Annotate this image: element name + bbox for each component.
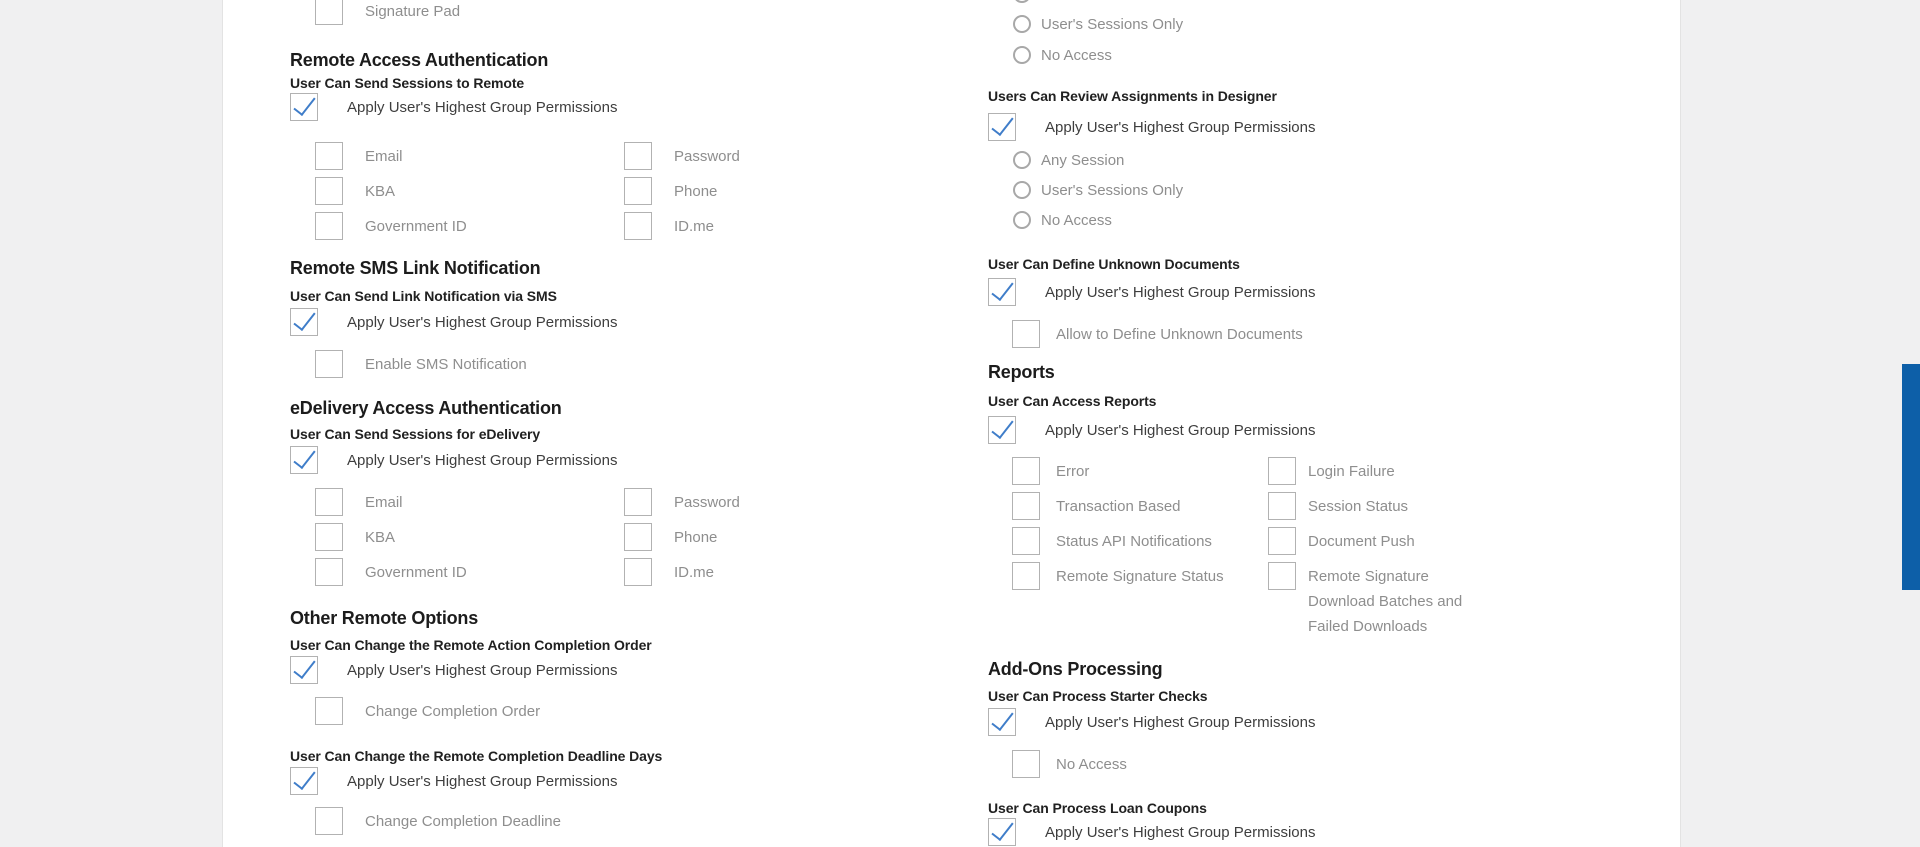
apply-permissions-label: Apply User's Highest Group Permissions [347, 451, 618, 469]
checkbox-remote-phone[interactable] [624, 177, 652, 205]
section-subtitle: User Can Send Link Notification via SMS [290, 288, 557, 304]
apply-permissions-row [988, 416, 1315, 444]
checkbox-login-failure-report[interactable] [1268, 457, 1296, 485]
option-row [1012, 457, 1089, 485]
option-row [624, 142, 740, 170]
option-label: Phone [674, 528, 718, 546]
section-subtitle: Users Can Review Assignments in Designer [988, 88, 1277, 104]
checkbox-remote-government-id[interactable] [315, 212, 343, 240]
section-title-other-remote: Other Remote Options [290, 608, 479, 628]
radio-any-session[interactable] [1013, 151, 1031, 169]
option-label: Email [365, 493, 403, 511]
option-row [624, 212, 714, 240]
apply-permissions-label: Apply User's Highest Group Permissions [347, 772, 618, 790]
option-label: Error [1056, 462, 1090, 480]
option-row [1012, 750, 1127, 778]
checkbox-remote-signature-status-report[interactable] [1012, 562, 1040, 590]
checkbox-remote-password[interactable] [624, 142, 652, 170]
apply-permissions-checkbox[interactable] [290, 656, 318, 684]
checkbox-enable-sms-notification[interactable] [315, 350, 343, 378]
apply-permissions-label: Apply User's Highest Group Permissions [1045, 421, 1316, 439]
checkbox-document-push-report[interactable] [1268, 527, 1296, 555]
apply-permissions-row [988, 708, 1315, 736]
section-subtitle: User Can Change the Remote Completion Deadline Days [290, 748, 663, 764]
section-subtitle: User Can Send Sessions to Remote [290, 75, 525, 91]
checkbox-remote-idme[interactable] [624, 212, 652, 240]
option-label: Allow to Define Unknown Documents [1056, 325, 1303, 343]
option-label: Change Completion Deadline [365, 812, 561, 830]
option-row [315, 697, 540, 725]
option-label: Government ID [365, 563, 467, 581]
option-label: KBA [365, 182, 396, 200]
option-row [1268, 492, 1408, 520]
option-row [1012, 320, 1303, 348]
option-row [1012, 527, 1212, 555]
apply-permissions-checkbox[interactable] [988, 113, 1016, 141]
radio-row [1013, 15, 1183, 33]
option-row [1012, 492, 1181, 520]
checkbox-starter-checks-no-access[interactable] [1012, 750, 1040, 778]
option-row [624, 177, 717, 205]
section-subtitle: User Can Change the Remote Action Completion Order [290, 637, 652, 653]
option-row [315, 488, 403, 516]
checkbox-edelivery-kba[interactable] [315, 523, 343, 551]
apply-permissions-row [290, 93, 617, 121]
option-label: Transaction Based [1056, 497, 1181, 515]
option-label: Password [674, 493, 740, 511]
option-row [315, 350, 527, 378]
apply-permissions-checkbox[interactable] [290, 446, 318, 474]
apply-permissions-checkbox[interactable] [290, 308, 318, 336]
section-title-remote-access: Remote Access Authentication [290, 50, 549, 70]
apply-permissions-row [290, 446, 617, 474]
apply-permissions-checkbox[interactable] [988, 708, 1016, 736]
option-label: ID.me [674, 563, 715, 581]
section-subtitle: User Can Process Starter Checks [988, 688, 1208, 704]
radio-users-sessions-only-designer[interactable] [1013, 181, 1031, 199]
checkbox-session-status-report[interactable] [1268, 492, 1296, 520]
checkbox-edelivery-government-id[interactable] [315, 558, 343, 586]
option-label: No Access [1056, 755, 1127, 773]
option-row [624, 523, 717, 551]
checkbox-edelivery-email[interactable] [315, 488, 343, 516]
checkbox-change-completion-deadline[interactable] [315, 807, 343, 835]
option-label: Status API Notifications [1056, 532, 1212, 550]
section-subtitle: User Can Define Unknown Documents [988, 256, 1240, 272]
checkbox-edelivery-idme[interactable] [624, 558, 652, 586]
apply-permissions-label: Apply User's Highest Group Permissions [1045, 283, 1316, 301]
option-row [1012, 562, 1224, 590]
option-label: Email [365, 147, 403, 165]
option-label: Enable SMS Notification [365, 355, 527, 373]
option-label: Password [674, 147, 740, 165]
option-row [315, 177, 395, 205]
section-subtitle: User Can Process Loan Coupons [988, 800, 1207, 816]
radio-row [1013, 211, 1112, 229]
apply-permissions-label: Apply User's Highest Group Permissions [347, 98, 618, 116]
option-row [1268, 562, 1498, 639]
checkbox-remote-signature-download-report[interactable] [1268, 562, 1296, 590]
option-row [624, 488, 740, 516]
option-row [315, 212, 467, 240]
apply-permissions-row [290, 656, 617, 684]
apply-permissions-checkbox[interactable] [988, 416, 1016, 444]
radio-no-access[interactable] [1013, 46, 1031, 64]
option-row [315, 523, 395, 551]
checkbox-remote-kba[interactable] [315, 177, 343, 205]
option-label: Login Failure [1308, 462, 1395, 480]
scrollbar-thumb[interactable] [1902, 364, 1920, 590]
option-row [315, 807, 561, 835]
option-label: Change Completion Order [365, 702, 541, 720]
checkbox-signature-pad[interactable] [315, 0, 343, 25]
option-label: Session Status [1308, 497, 1409, 515]
section-title-addons: Add-Ons Processing [988, 659, 1163, 679]
option-row [315, 0, 460, 25]
radio-row-partial [1013, 0, 1031, 3]
apply-permissions-label: Apply User's Highest Group Permissions [1045, 713, 1316, 731]
right-column [988, 0, 1678, 847]
section-subtitle: User Can Send Sessions for eDelivery [290, 426, 541, 442]
option-row [624, 558, 714, 586]
apply-permissions-checkbox[interactable] [988, 818, 1016, 846]
apply-permissions-label: Apply User's Highest Group Permissions [1045, 118, 1316, 136]
apply-permissions-row [988, 278, 1315, 306]
option-row [315, 558, 467, 586]
apply-permissions-row [988, 818, 1315, 846]
apply-permissions-checkbox[interactable] [290, 767, 318, 795]
section-title-edelivery: eDelivery Access Authentication [290, 398, 562, 418]
apply-permissions-row [988, 113, 1315, 141]
option-label: ID.me [674, 217, 715, 235]
checkbox-remote-email[interactable] [315, 142, 343, 170]
section-title-reports: Reports [988, 362, 1055, 382]
radio-label: No Access [1041, 46, 1112, 64]
radio-row [1013, 181, 1183, 199]
option-row [1268, 457, 1395, 485]
option-row [315, 142, 403, 170]
section-subtitle: User Can Access Reports [988, 393, 1157, 409]
checkbox-edelivery-phone[interactable] [624, 523, 652, 551]
option-label: Phone [674, 182, 718, 200]
option-label: KBA [365, 528, 396, 546]
radio-row [1013, 46, 1112, 64]
apply-permissions-label: Apply User's Highest Group Permissions [347, 661, 618, 679]
checkbox-transaction-based-report[interactable] [1012, 492, 1040, 520]
option-label: Remote Signature Download Batches and Failed Downloads [1308, 568, 1463, 635]
option-label: Document Push [1308, 532, 1415, 550]
apply-permissions-checkbox[interactable] [290, 93, 318, 121]
radio-users-sessions-only[interactable] [1013, 15, 1031, 33]
checkbox-status-api-notifications-report[interactable] [1012, 527, 1040, 555]
option-row [1268, 527, 1415, 555]
checkbox-change-completion-order[interactable] [315, 697, 343, 725]
apply-permissions-label: Apply User's Highest Group Permissions [1045, 823, 1316, 841]
apply-permissions-checkbox[interactable] [988, 278, 1016, 306]
left-column [290, 0, 990, 847]
radio-label: User's Sessions Only [1041, 15, 1184, 33]
checkbox-edelivery-password[interactable] [624, 488, 652, 516]
radio-label: User's Sessions Only [1041, 181, 1184, 199]
section-title-remote-sms: Remote SMS Link Notification [290, 258, 541, 278]
radio-partial[interactable] [1013, 0, 1031, 3]
apply-permissions-row [290, 308, 617, 336]
checkbox-allow-define-unknown-documents[interactable] [1012, 320, 1040, 348]
radio-row [1013, 151, 1124, 169]
apply-permissions-label: Apply User's Highest Group Permissions [347, 313, 618, 331]
option-label: Government ID [365, 217, 467, 235]
option-label: Signature Pad [365, 2, 461, 20]
option-label: Remote Signature Status [1056, 567, 1224, 585]
checkbox-error-report[interactable] [1012, 457, 1040, 485]
radio-no-access-designer[interactable] [1013, 211, 1031, 229]
radio-label: No Access [1041, 211, 1112, 229]
apply-permissions-row [290, 767, 617, 795]
radio-label: Any Session [1041, 151, 1125, 169]
